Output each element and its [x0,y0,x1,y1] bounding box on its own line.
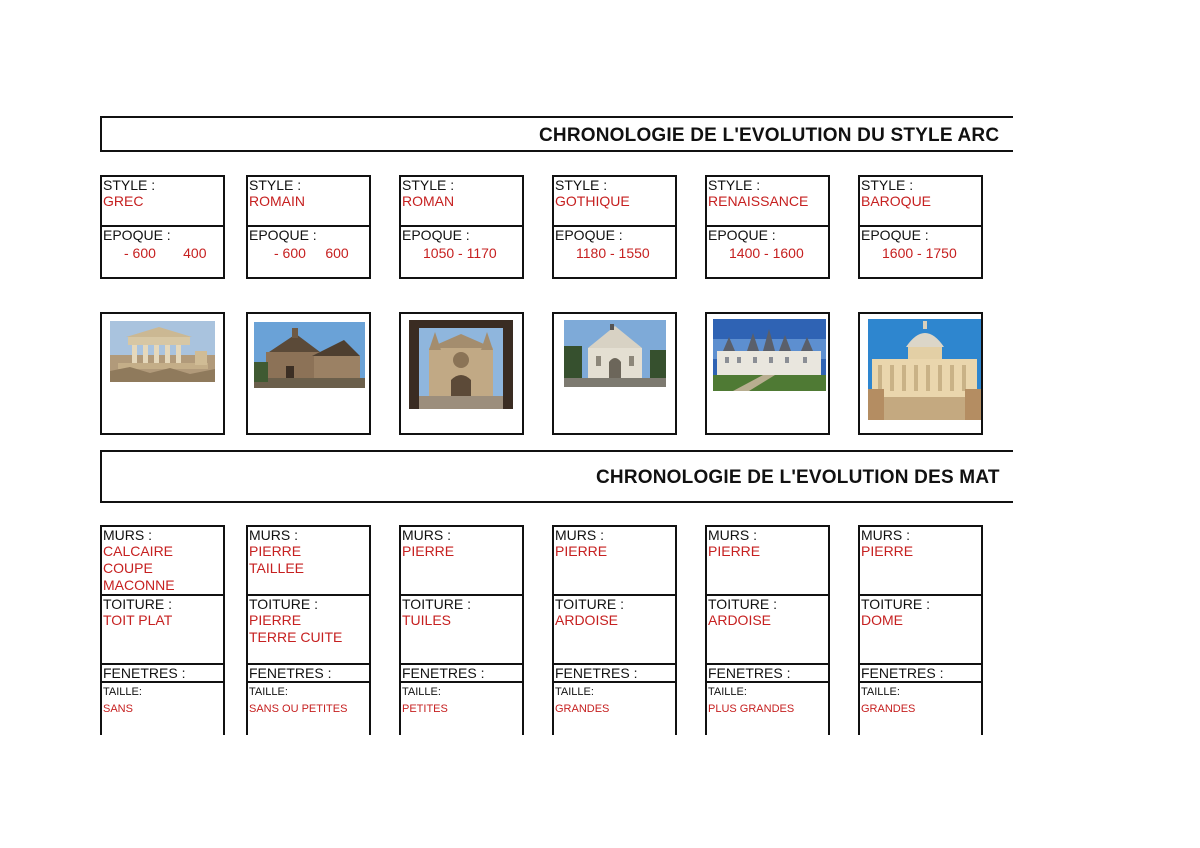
style-label: STYLE : [402,177,455,193]
materials-chronology-banner [100,450,1013,503]
taille-label: TAILLE: [708,686,747,698]
taille-value: SANS [103,703,133,715]
murs-value: PIERRE [555,543,608,559]
materials-card-grec [100,525,225,735]
photo-card-roman [399,312,524,435]
murs-label: MURS : [555,527,604,543]
photo-card-renaissance [705,312,830,435]
style-value: GREC [103,193,144,209]
style-card-grec [100,175,225,279]
fenetres-label: FENETRES : [103,665,186,681]
fenetres-label: FENETRES : [861,665,944,681]
epoque-label: EPOQUE : [249,227,317,243]
taille-value: GRANDES [861,703,916,715]
style-value: GOTHIQUE [555,193,630,209]
style-value: ROMAN [402,193,455,209]
murs-label: MURS : [402,527,451,543]
toiture-label: TOITURE : [103,596,172,612]
taille-label: TAILLE: [555,686,594,698]
style-value: ROMAIN [249,193,305,209]
toiture-label: TOITURE : [708,596,777,612]
taille-value: GRANDES [555,703,610,715]
materials-card-gothique [552,525,677,735]
style-label: STYLE : [861,177,914,193]
fenetres-label: FENETRES : [402,665,485,681]
murs-label: MURS : [861,527,910,543]
toiture-label: TOITURE : [555,596,624,612]
toiture-value: DOME [861,612,903,628]
epoque-value: - 600 400 [124,245,207,261]
style-chronology-banner [100,116,1013,152]
materials-chronology-title: CHRONOLOGIE DE L'EVOLUTION DES MAT [596,467,1000,488]
style-card-renaissance [705,175,830,279]
taille-value: SANS OU PETITES [249,703,348,715]
epoque-value: 1400 - 1600 [729,245,804,261]
style-label: STYLE : [103,177,156,193]
style-chronology-title: CHRONOLOGIE DE L'EVOLUTION DU STYLE ARC [539,125,1000,146]
epoque-label: EPOQUE : [861,227,929,243]
baroque-basilica-photo [868,319,981,420]
murs-value: COUPE [103,560,153,576]
photo-card-baroque [858,312,983,435]
epoque-value: 1050 - 1170 [423,245,497,261]
murs-label: MURS : [103,527,152,543]
toiture-value: TERRE CUITE [249,629,343,645]
epoque-label: EPOQUE : [103,227,171,243]
style-value: BAROQUE [861,193,932,209]
greek-temple-photo [110,321,215,382]
style-card-gothique [552,175,677,279]
fenetres-label: FENETRES : [555,665,638,681]
materials-card-romain [246,525,371,735]
toiture-value: TUILES [402,612,452,628]
epoque-label: EPOQUE : [402,227,470,243]
toiture-value: PIERRE [249,612,302,628]
gothic-church-photo [564,320,666,387]
epoque-label: EPOQUE : [708,227,776,243]
materials-card-baroque [858,525,983,735]
toiture-label: TOITURE : [249,596,318,612]
murs-value: MACONNE [103,577,175,593]
toiture-label: TOITURE : [402,596,471,612]
epoque-value: 1600 - 1750 [882,245,957,261]
murs-value: PIERRE [861,543,914,559]
style-label: STYLE : [555,177,608,193]
taille-label: TAILLE: [103,686,142,698]
toiture-label: TOITURE : [861,596,930,612]
style-value: RENAISSANCE [708,193,809,209]
toiture-value: ARDOISE [708,612,772,628]
taille-label: TAILLE: [249,686,288,698]
toiture-value: TOIT PLAT [103,612,173,628]
photo-card-romain [246,312,371,435]
toiture-value: ARDOISE [555,612,619,628]
taille-label: TAILLE: [861,686,900,698]
murs-value: CALCAIRE [103,543,174,559]
murs-label: MURS : [249,527,298,543]
taille-label: TAILLE: [402,686,441,698]
materials-card-renaissance [705,525,830,735]
murs-value: PIERRE [708,543,761,559]
taille-value: PLUS GRANDES [708,703,795,715]
murs-value: TAILLEE [249,560,304,576]
style-card-romain [246,175,371,279]
roman-building-photo [254,322,365,388]
epoque-value: 1180 - 1550 [576,245,650,261]
style-card-roman [399,175,524,279]
materials-card-roman [399,525,524,735]
photo-card-gothique [552,312,677,435]
style-card-baroque [858,175,983,279]
murs-value: PIERRE [249,543,302,559]
fenetres-label: FENETRES : [708,665,791,681]
epoque-label: EPOQUE : [555,227,623,243]
murs-label: MURS : [708,527,757,543]
fenetres-label: FENETRES : [249,665,332,681]
style-label: STYLE : [249,177,302,193]
epoque-value: - 600 600 [274,245,349,261]
style-label: STYLE : [708,177,761,193]
renaissance-chateau-photo [713,319,826,391]
taille-value: PETITES [402,703,448,715]
murs-value: PIERRE [402,543,455,559]
romanesque-church-photo [409,320,513,409]
photo-card-grec [100,312,225,435]
